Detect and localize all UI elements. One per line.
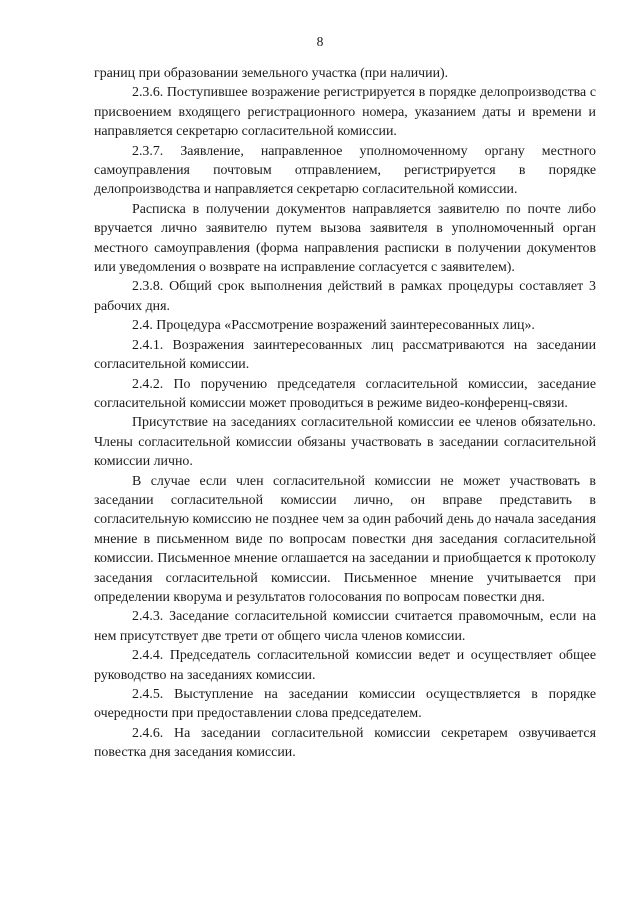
page-number: 8 [316, 34, 324, 49]
paragraph-attendance: Присутствие на заседаниях согласительной комиссии ее членов обязательно. Члены согласительной комиссии обязаны участвовать в заседании согласительной комиссии лично. [94, 415, 596, 470]
document-body [94, 64, 596, 763]
paragraph-2-4-1: 2.4.1. Возражения заинтересованных лиц рассматриваются на заседании согласительной комиссии. [94, 337, 596, 373]
paragraph-written-opinion: В случае если член согласительной комиссии не может участвовать в заседании согласительной комиссии лично, он вправе представить в согласительную комиссию не позднее чем за один рабочий день до начала заседания мнение в письменном виде по вопросам повестки дня заседания согласительной комиссии. Письменное мнение оглашается на заседании и приобщается к протоколу заседания согласительной комиссии. Письменное мнение учитывается при определении кворума и результатов голосования по вопросам повестки дня. [94, 473, 596, 605]
paragraph-2-4-3: 2.4.3. Заседание согласительной комиссии считается правомочным, если на нем присутствует две трети от общего числа членов комиссии. [94, 609, 596, 644]
paragraph-continuation: границ при образовании земельного участка (при наличии). [94, 66, 449, 81]
paragraph-2-3-8: 2.3.8. Общий срок выполнения действий в рамках процедуры составляет 3 рабочих дня. [94, 279, 596, 314]
paragraph-2-4-4: 2.4.4. Председатель согласительной комиссии ведет и осуществляет общее руководство на заседаниях комиссии. [94, 648, 596, 683]
paragraph-2-3-6: 2.3.6. Поступившее возражение регистрируется в порядке делопроизводства с присвоением входящего регистрационного номера, указанием даты и времени и направляется секретарю согласительной комиссии. [94, 85, 596, 140]
paragraph-2-4-5: 2.4.5. Выступление на заседании комиссии осуществляется в порядке очередности при предоставлении слова председателем. [94, 687, 596, 722]
paragraph-2-4-2: 2.4.2. По поручению председателя согласительной комиссии, заседание согласительной комиссии может проводиться в режиме видео-конференц-связи. [94, 376, 596, 411]
paragraph-2-4-6: 2.4.6. На заседании согласительной комиссии секретарем озвучивается повестка дня заседания комиссии. [94, 725, 596, 761]
paragraph-receipt: Расписка в получении документов направляется заявителю по почте либо вручается лично заявителю путем вызова заявителя в уполномоченный орган местного самоуправления (форма направления расписки в получении документов или уведомления о возврате на исправление согласуется с заявителем). [94, 201, 596, 276]
paragraph-2-4-heading: 2.4. Процедура «Рассмотрение возражений заинтересованных лиц». [132, 318, 535, 334]
paragraph-2-3-7: 2.3.7. Заявление, направленное уполномоченному органу местного самоуправления почтовым отправлением, регистрируется в порядке делопроизводства и направляется секретарю согласительной комиссии. [94, 143, 596, 198]
